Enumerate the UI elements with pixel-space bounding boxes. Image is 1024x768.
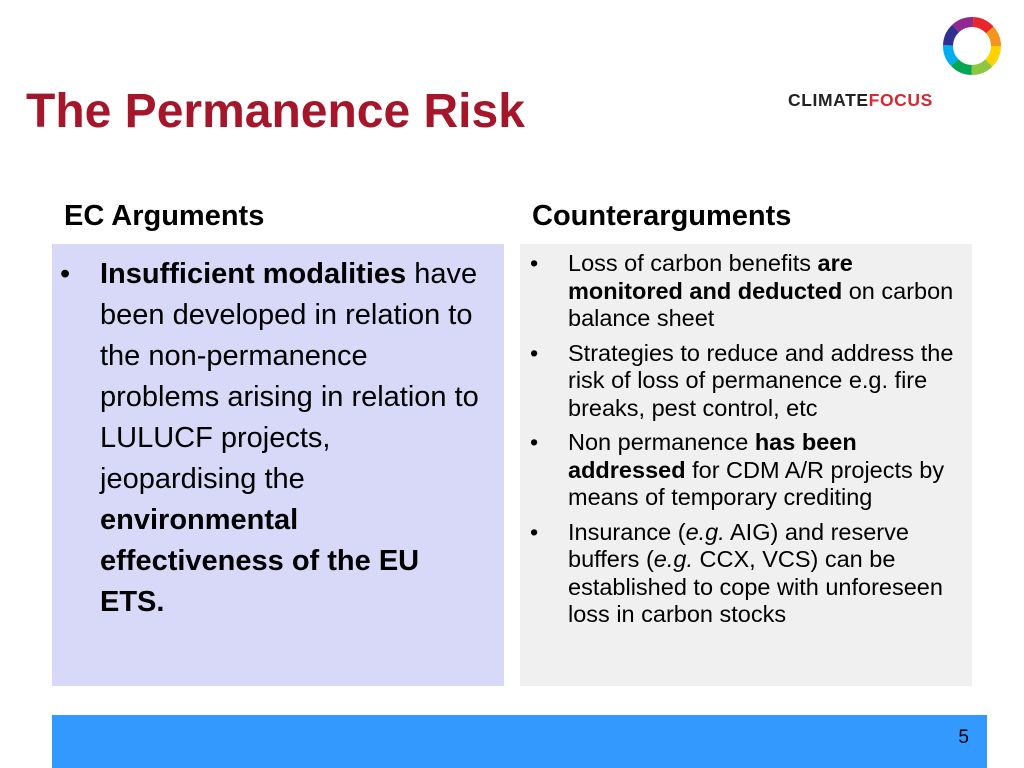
page-number: 5 [958, 727, 969, 748]
italic-run: e.g. [685, 518, 725, 545]
list-item [530, 250, 960, 333]
bullet-icon: • [530, 250, 539, 276]
bullet-icon: • [60, 258, 71, 290]
logo-ring-icon [940, 14, 1004, 78]
text-run: for CDM A/R projects by means of temporary crediting [568, 456, 945, 510]
counterarguments-panel [520, 244, 972, 686]
text-run: AIG) and reserve buffers ( [568, 518, 909, 572]
climatefocus-logo [788, 14, 968, 114]
list-item-text [568, 250, 960, 333]
ec-argument-bold-2: environmental effectiveness of the EU ETS. [100, 504, 420, 618]
ec-argument-item [60, 254, 484, 623]
text-run: Strategies to reduce and address the risk of loss of permanence e.g. fire breaks, pest control, etc [568, 339, 954, 421]
list-item [530, 519, 960, 629]
ec-argument-text [100, 254, 484, 623]
text-run: Insurance ( [568, 518, 686, 545]
ec-arguments-heading: EC Arguments [64, 200, 265, 232]
text-run: Non permanence [568, 429, 755, 455]
list-item [530, 340, 960, 423]
ec-argument-body: have been developed in relation to the non-permanence problems arising in relation to LULUCF projects, jeopardising the [100, 258, 479, 495]
ec-argument-bold-1: Insufficient modalities [100, 258, 407, 290]
counterarguments-heading: Counterarguments [532, 200, 792, 232]
logo-text-focus: FOCUS [868, 90, 933, 110]
ec-arguments-panel [52, 244, 504, 686]
bold-run: has been addressed [568, 429, 857, 483]
list-item-text [568, 519, 960, 629]
bullet-icon: • [530, 518, 539, 545]
text-run: on carbon balance sheet [568, 277, 954, 331]
footer-bar [52, 715, 987, 768]
bold-run: are monitored and deducted [568, 250, 853, 304]
text-run: CCX, VCS) can be established to cope with unforeseen loss in carbon stocks [568, 546, 943, 627]
list-item-text [568, 429, 960, 512]
slide-title: The Permanence Risk [26, 85, 525, 138]
bullet-icon: • [530, 429, 539, 455]
list-item [530, 429, 960, 512]
bullet-icon: • [530, 339, 539, 366]
list-item-text [568, 340, 960, 423]
text-run: Loss of carbon benefits [568, 250, 818, 276]
italic-run: e.g. [653, 546, 693, 572]
logo-wordmark [788, 90, 933, 111]
logo-text-climate: CLIMATE [788, 90, 869, 110]
counterarguments-list [530, 250, 960, 636]
